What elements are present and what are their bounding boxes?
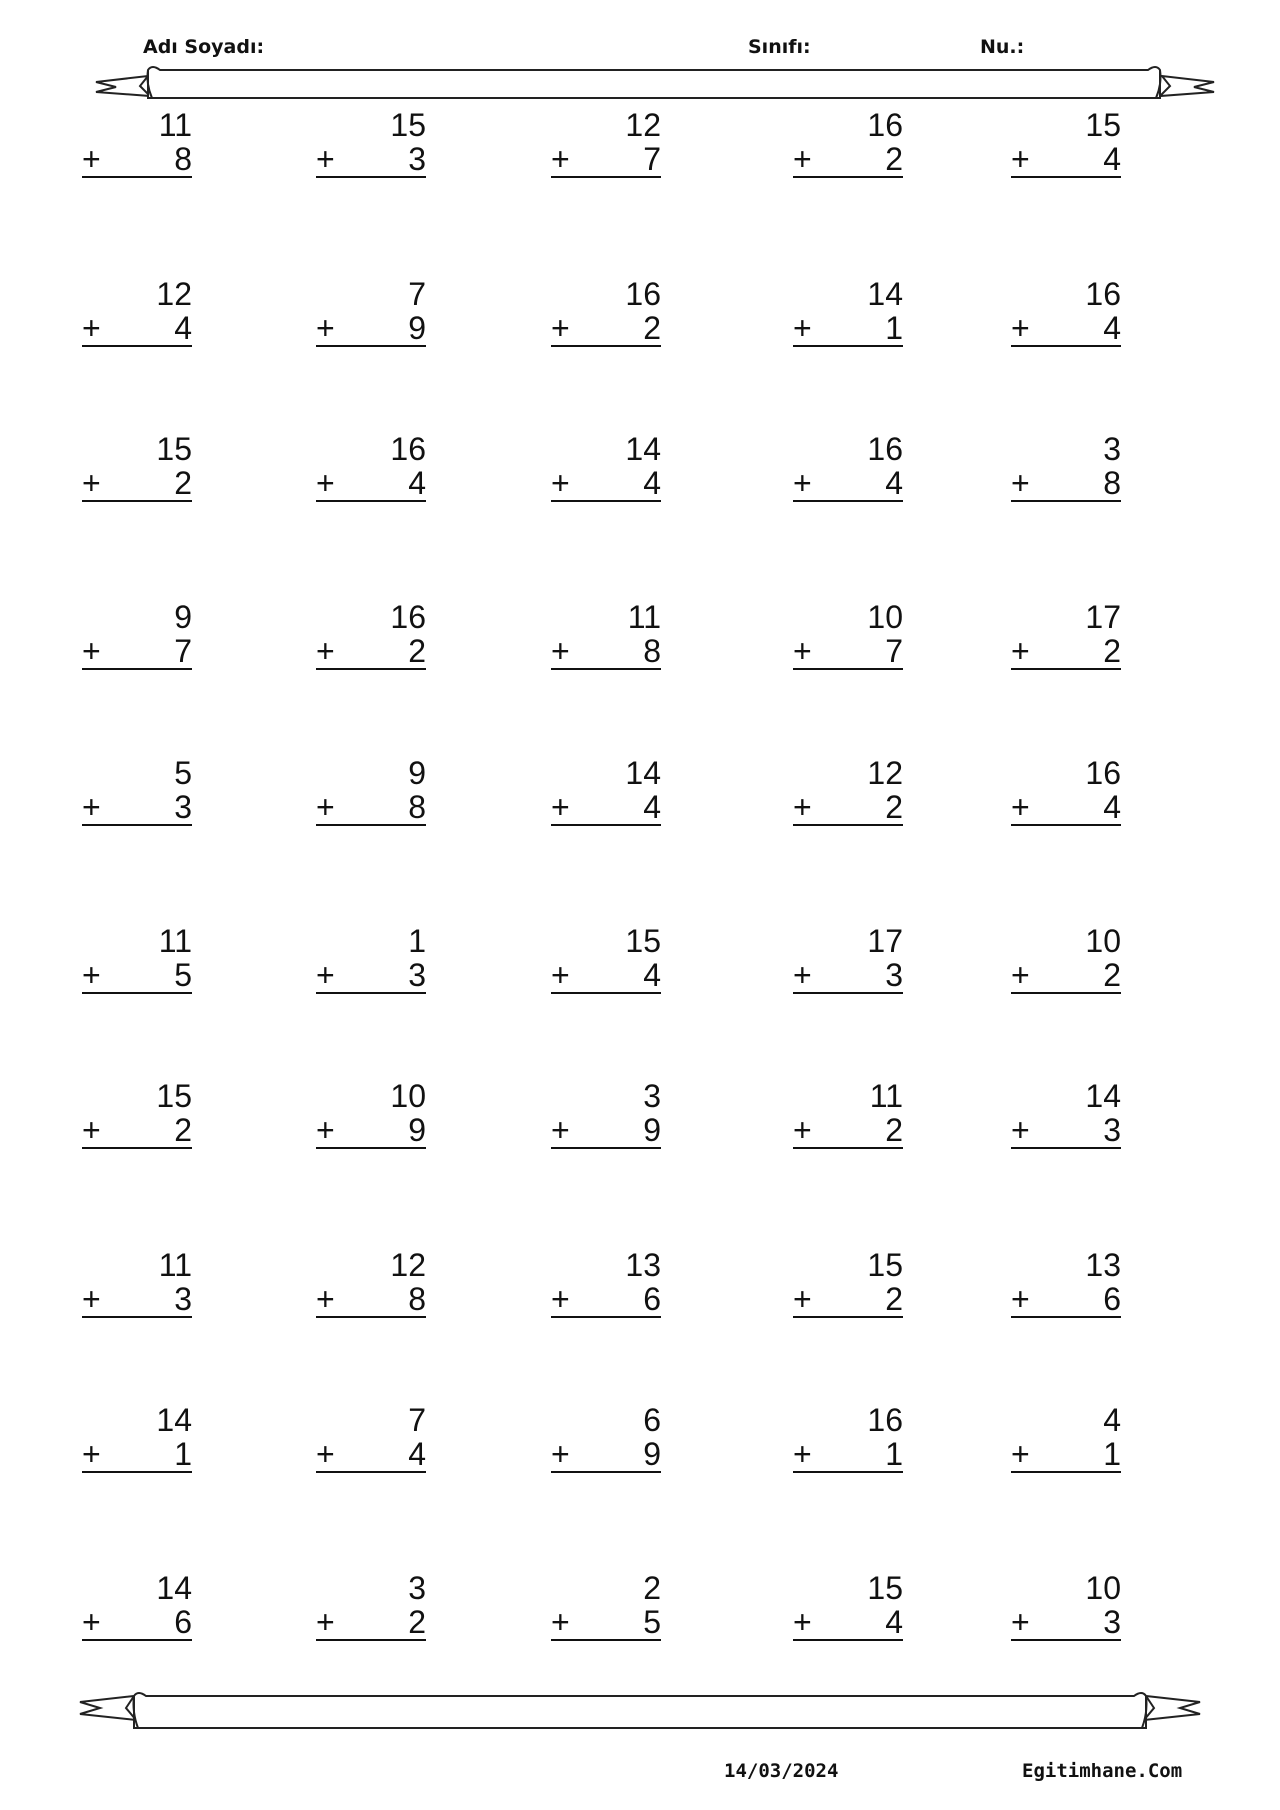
addition-problem	[1011, 1403, 1121, 1473]
second-addend-row	[82, 790, 192, 826]
addition-problem	[1011, 432, 1121, 502]
first-addend: 14	[156, 1402, 192, 1438]
second-addend-row	[316, 1113, 426, 1149]
plus-sign: +	[316, 633, 335, 669]
second-addend: 2	[885, 1112, 903, 1148]
plus-sign: +	[1011, 957, 1030, 993]
bottom-ribbon-banner	[0, 1682, 1280, 1744]
first-addend: 15	[625, 923, 661, 959]
second-addend-row	[82, 1282, 192, 1318]
second-addend: 3	[1103, 1604, 1121, 1640]
first-addend: 15	[867, 1570, 903, 1606]
plus-sign: +	[551, 1112, 570, 1148]
second-addend-row	[316, 958, 426, 994]
second-addend-row	[793, 790, 903, 826]
plus-sign: +	[793, 957, 812, 993]
addition-problem	[316, 277, 426, 347]
second-addend: 2	[1103, 957, 1121, 993]
first-addend: 5	[174, 755, 192, 791]
first-addend: 17	[1085, 599, 1121, 635]
second-addend: 2	[643, 310, 661, 346]
second-addend: 1	[885, 1436, 903, 1472]
second-addend: 2	[408, 1604, 426, 1640]
plus-sign: +	[316, 465, 335, 501]
second-addend: 4	[885, 1604, 903, 1640]
second-addend-row	[1011, 1605, 1121, 1641]
first-addend: 15	[1085, 107, 1121, 143]
second-addend: 2	[885, 141, 903, 177]
first-addend: 13	[1085, 1247, 1121, 1283]
second-addend: 9	[408, 1112, 426, 1148]
first-addend: 11	[158, 923, 192, 959]
addition-problem	[82, 600, 192, 670]
first-addend: 14	[156, 1570, 192, 1606]
addition-problem	[82, 1403, 192, 1473]
plus-sign: +	[316, 1281, 335, 1317]
second-addend-row	[793, 1605, 903, 1641]
second-addend: 8	[408, 789, 426, 825]
first-addend: 3	[408, 1570, 426, 1606]
first-addend: 4	[1103, 1402, 1121, 1438]
addition-problem	[316, 1079, 426, 1149]
first-addend: 15	[390, 107, 426, 143]
second-addend-row	[793, 466, 903, 502]
second-addend: 4	[174, 310, 192, 346]
plus-sign: +	[1011, 141, 1030, 177]
second-addend: 3	[885, 957, 903, 993]
second-addend-row	[551, 958, 661, 994]
second-addend-row	[316, 311, 426, 347]
plus-sign: +	[316, 141, 335, 177]
plus-sign: +	[1011, 465, 1030, 501]
second-addend-row	[793, 311, 903, 347]
first-addend: 14	[625, 755, 661, 791]
second-addend-row	[551, 142, 661, 178]
first-addend: 7	[408, 276, 426, 312]
first-addend: 9	[174, 599, 192, 635]
addition-problem	[316, 1248, 426, 1318]
first-addend: 12	[867, 755, 903, 791]
first-addend: 16	[867, 107, 903, 143]
second-addend-row	[316, 466, 426, 502]
plus-sign: +	[82, 633, 101, 669]
addition-problem	[793, 277, 903, 347]
second-addend-row	[316, 790, 426, 826]
second-addend-row	[316, 142, 426, 178]
second-addend-row	[82, 311, 192, 347]
first-addend: 13	[625, 1247, 661, 1283]
second-addend: 7	[885, 633, 903, 669]
second-addend: 5	[643, 1604, 661, 1640]
addition-problem	[316, 432, 426, 502]
second-addend: 5	[174, 957, 192, 993]
second-addend-row	[551, 1282, 661, 1318]
second-addend-row	[82, 466, 192, 502]
second-addend-row	[316, 634, 426, 670]
second-addend: 8	[643, 633, 661, 669]
plus-sign: +	[1011, 633, 1030, 669]
second-addend: 2	[885, 789, 903, 825]
addition-problem	[551, 1248, 661, 1318]
plus-sign: +	[316, 310, 335, 346]
second-addend: 6	[643, 1281, 661, 1317]
second-addend-row	[793, 1113, 903, 1149]
addition-problem	[551, 1571, 661, 1641]
plus-sign: +	[316, 1112, 335, 1148]
plus-sign: +	[1011, 1281, 1030, 1317]
addition-problem	[793, 1571, 903, 1641]
addition-problem	[793, 108, 903, 178]
plus-sign: +	[551, 1604, 570, 1640]
first-addend: 11	[869, 1078, 903, 1114]
first-addend: 10	[1085, 923, 1121, 959]
first-addend: 3	[1103, 431, 1121, 467]
second-addend: 4	[408, 1436, 426, 1472]
second-addend: 2	[408, 633, 426, 669]
first-addend: 14	[867, 276, 903, 312]
addition-problem	[1011, 1248, 1121, 1318]
addition-problem	[793, 1079, 903, 1149]
addition-problem	[793, 600, 903, 670]
second-addend: 7	[643, 141, 661, 177]
plus-sign: +	[1011, 789, 1030, 825]
name-label: Adı Soyadı:	[143, 36, 265, 58]
second-addend-row	[1011, 958, 1121, 994]
addition-problem	[82, 1248, 192, 1318]
first-addend: 11	[627, 599, 661, 635]
plus-sign: +	[551, 141, 570, 177]
first-addend: 12	[156, 276, 192, 312]
plus-sign: +	[551, 310, 570, 346]
second-addend: 9	[643, 1436, 661, 1472]
addition-problem	[82, 924, 192, 994]
first-addend: 11	[158, 107, 192, 143]
first-addend: 10	[1085, 1570, 1121, 1606]
addition-problem	[793, 1248, 903, 1318]
plus-sign: +	[793, 310, 812, 346]
plus-sign: +	[793, 465, 812, 501]
plus-sign: +	[316, 1604, 335, 1640]
number-label: Nu.:	[980, 36, 1025, 58]
addition-problem	[82, 108, 192, 178]
first-addend: 11	[158, 1247, 192, 1283]
top-ribbon-banner	[0, 58, 1280, 114]
second-addend: 8	[408, 1281, 426, 1317]
addition-problem	[551, 108, 661, 178]
plus-sign: +	[82, 1604, 101, 1640]
addition-problem	[1011, 1079, 1121, 1149]
addition-problem	[551, 924, 661, 994]
second-addend-row	[1011, 634, 1121, 670]
first-addend: 10	[390, 1078, 426, 1114]
addition-problem	[316, 1403, 426, 1473]
plus-sign: +	[1011, 310, 1030, 346]
plus-sign: +	[82, 310, 101, 346]
site-name: Egitimhane.Com	[1022, 1760, 1183, 1782]
first-addend: 7	[408, 1402, 426, 1438]
addition-problem	[551, 756, 661, 826]
plus-sign: +	[793, 1112, 812, 1148]
addition-problem	[82, 277, 192, 347]
addition-problem	[551, 277, 661, 347]
addition-problem	[82, 432, 192, 502]
first-addend: 3	[643, 1078, 661, 1114]
second-addend-row	[551, 1113, 661, 1149]
second-addend: 2	[1103, 633, 1121, 669]
second-addend-row	[793, 634, 903, 670]
second-addend-row	[82, 1113, 192, 1149]
second-addend-row	[551, 1437, 661, 1473]
second-addend-row	[793, 142, 903, 178]
addition-problem	[316, 600, 426, 670]
first-addend: 10	[867, 599, 903, 635]
addition-problem	[82, 1079, 192, 1149]
second-addend-row	[1011, 1282, 1121, 1318]
second-addend-row	[793, 1282, 903, 1318]
second-addend-row	[1011, 142, 1121, 178]
plus-sign: +	[1011, 1604, 1030, 1640]
addition-problem	[82, 756, 192, 826]
plus-sign: +	[551, 1281, 570, 1317]
first-addend: 15	[156, 431, 192, 467]
second-addend-row	[551, 634, 661, 670]
plus-sign: +	[551, 957, 570, 993]
addition-problem	[316, 924, 426, 994]
first-addend: 2	[643, 1570, 661, 1606]
second-addend-row	[793, 1437, 903, 1473]
plus-sign: +	[793, 1281, 812, 1317]
plus-sign: +	[316, 1436, 335, 1472]
second-addend-row	[316, 1282, 426, 1318]
addition-problem	[1011, 600, 1121, 670]
second-addend: 4	[643, 465, 661, 501]
plus-sign: +	[82, 465, 101, 501]
addition-problem	[316, 108, 426, 178]
addition-problem	[1011, 924, 1121, 994]
second-addend: 4	[1103, 310, 1121, 346]
first-addend: 6	[643, 1402, 661, 1438]
second-addend: 3	[174, 789, 192, 825]
second-addend-row	[82, 1437, 192, 1473]
first-addend: 12	[390, 1247, 426, 1283]
first-addend: 17	[867, 923, 903, 959]
addition-problem	[1011, 277, 1121, 347]
plus-sign: +	[551, 633, 570, 669]
second-addend: 1	[174, 1436, 192, 1472]
worksheet-date: 14/03/2024	[724, 1760, 839, 1782]
addition-problem	[1011, 756, 1121, 826]
second-addend-row	[82, 634, 192, 670]
second-addend: 2	[174, 465, 192, 501]
second-addend: 3	[174, 1281, 192, 1317]
addition-problem	[551, 432, 661, 502]
first-addend: 14	[1085, 1078, 1121, 1114]
plus-sign: +	[793, 141, 812, 177]
second-addend-row	[551, 311, 661, 347]
first-addend: 1	[408, 923, 426, 959]
second-addend: 2	[885, 1281, 903, 1317]
second-addend: 4	[643, 789, 661, 825]
second-addend: 2	[174, 1112, 192, 1148]
second-addend-row	[82, 958, 192, 994]
plus-sign: +	[316, 789, 335, 825]
second-addend-row	[316, 1437, 426, 1473]
second-addend: 3	[1103, 1112, 1121, 1148]
second-addend: 8	[174, 141, 192, 177]
second-addend-row	[551, 1605, 661, 1641]
second-addend-row	[1011, 1437, 1121, 1473]
addition-problem	[316, 1571, 426, 1641]
addition-problem	[551, 1403, 661, 1473]
second-addend-row	[82, 1605, 192, 1641]
second-addend: 9	[643, 1112, 661, 1148]
addition-problem	[1011, 1571, 1121, 1641]
first-addend: 12	[625, 107, 661, 143]
first-addend: 16	[390, 431, 426, 467]
second-addend: 4	[1103, 789, 1121, 825]
addition-problem	[1011, 108, 1121, 178]
first-addend: 14	[625, 431, 661, 467]
first-addend: 16	[867, 1402, 903, 1438]
first-addend: 15	[867, 1247, 903, 1283]
first-addend: 16	[1085, 755, 1121, 791]
second-addend-row	[551, 790, 661, 826]
second-addend-row	[793, 958, 903, 994]
first-addend: 16	[1085, 276, 1121, 312]
second-addend: 4	[1103, 141, 1121, 177]
plus-sign: +	[793, 789, 812, 825]
first-addend: 15	[156, 1078, 192, 1114]
plus-sign: +	[82, 1112, 101, 1148]
plus-sign: +	[82, 957, 101, 993]
second-addend: 4	[885, 465, 903, 501]
second-addend: 3	[408, 957, 426, 993]
second-addend: 6	[1103, 1281, 1121, 1317]
plus-sign: +	[551, 465, 570, 501]
second-addend: 3	[408, 141, 426, 177]
first-addend: 16	[625, 276, 661, 312]
addition-problem	[316, 756, 426, 826]
second-addend-row	[316, 1605, 426, 1641]
second-addend-row	[82, 142, 192, 178]
plus-sign: +	[82, 789, 101, 825]
second-addend-row	[1011, 790, 1121, 826]
second-addend: 4	[643, 957, 661, 993]
addition-problem	[793, 1403, 903, 1473]
addition-problem	[551, 1079, 661, 1149]
second-addend-row	[1011, 466, 1121, 502]
plus-sign: +	[793, 1436, 812, 1472]
second-addend: 1	[1103, 1436, 1121, 1472]
plus-sign: +	[551, 789, 570, 825]
second-addend: 7	[174, 633, 192, 669]
addition-problem	[82, 1571, 192, 1641]
plus-sign: +	[82, 1281, 101, 1317]
second-addend: 4	[408, 465, 426, 501]
plus-sign: +	[551, 1436, 570, 1472]
addition-problem	[551, 600, 661, 670]
class-label: Sınıfı:	[748, 36, 811, 58]
addition-problem	[793, 756, 903, 826]
second-addend: 6	[174, 1604, 192, 1640]
first-addend: 16	[867, 431, 903, 467]
addition-problem	[793, 924, 903, 994]
second-addend: 1	[885, 310, 903, 346]
plus-sign: +	[1011, 1112, 1030, 1148]
second-addend-row	[1011, 311, 1121, 347]
second-addend-row	[1011, 1113, 1121, 1149]
addition-problem	[793, 432, 903, 502]
second-addend-row	[551, 466, 661, 502]
plus-sign: +	[82, 1436, 101, 1472]
second-addend: 8	[1103, 465, 1121, 501]
second-addend: 9	[408, 310, 426, 346]
plus-sign: +	[1011, 1436, 1030, 1472]
first-addend: 16	[390, 599, 426, 635]
plus-sign: +	[793, 633, 812, 669]
plus-sign: +	[793, 1604, 812, 1640]
first-addend: 9	[408, 755, 426, 791]
plus-sign: +	[316, 957, 335, 993]
plus-sign: +	[82, 141, 101, 177]
